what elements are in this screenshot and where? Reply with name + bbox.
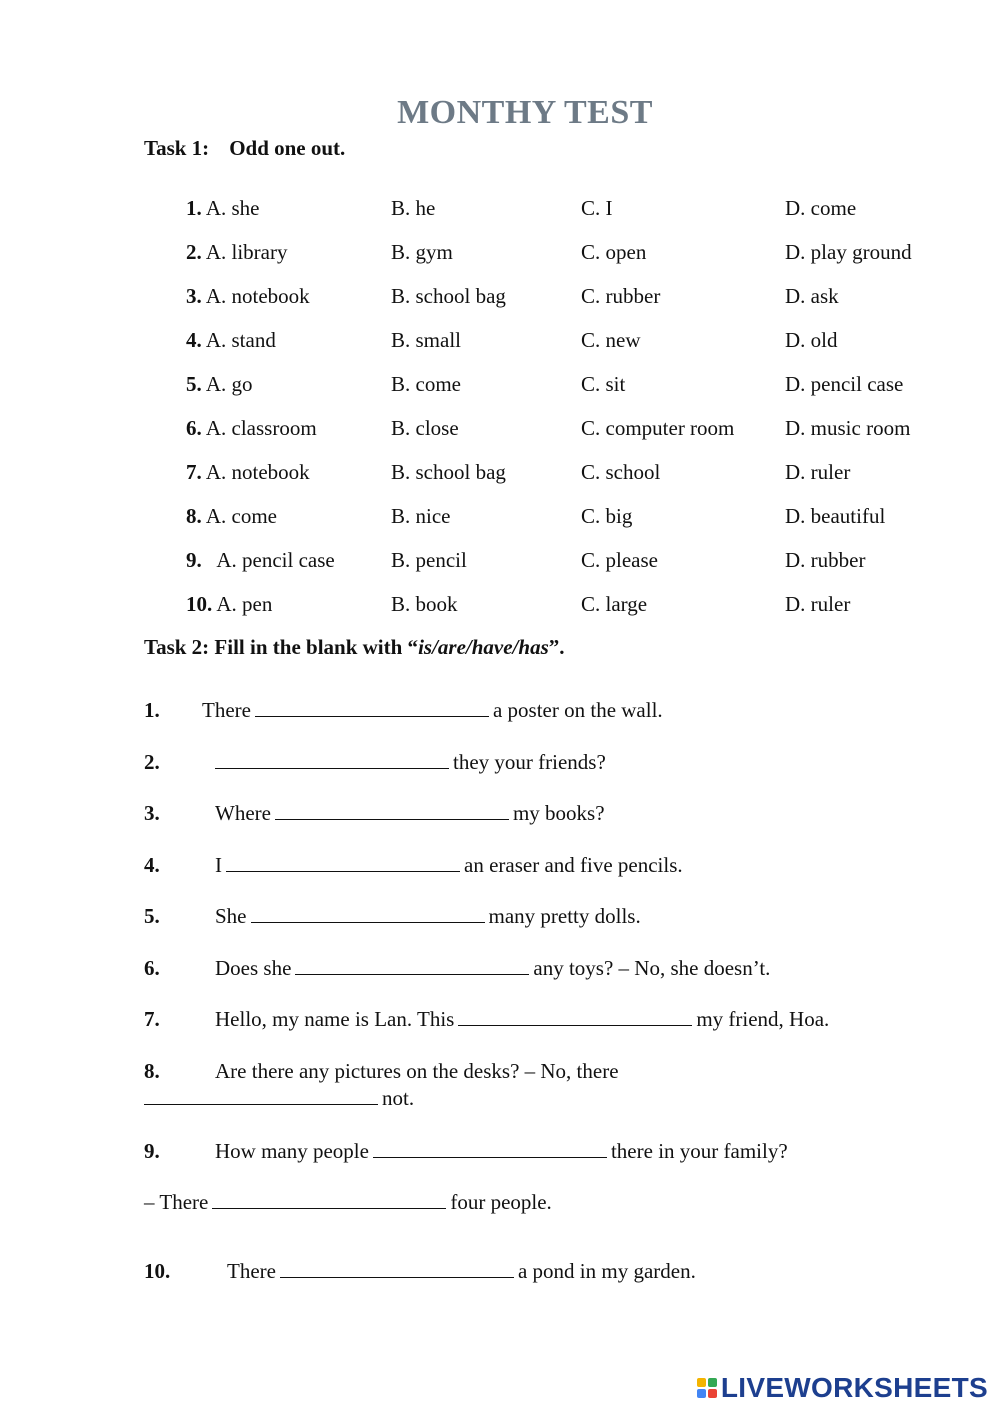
- task2-item: [0, 1259, 1000, 1289]
- task2-before: There: [202, 698, 251, 722]
- task1-option-b[interactable]: B. pencil: [391, 548, 467, 572]
- task1-option-d[interactable]: D. old: [785, 328, 838, 352]
- task1-item-number: 10.: [186, 592, 213, 616]
- task1-option-a[interactable]: [186, 548, 335, 573]
- task2-item-text: [215, 956, 770, 981]
- task2-item: [0, 904, 1000, 934]
- task1-option-d[interactable]: D. beautiful: [785, 504, 886, 528]
- task2-after: my books?: [512, 801, 605, 825]
- task2-item-text: [215, 1139, 788, 1164]
- task1-option-d[interactable]: D. ask: [785, 284, 839, 308]
- task2-after: there in your family?: [610, 1139, 788, 1163]
- task1-option-c[interactable]: C. large: [581, 592, 648, 616]
- task2-item-number: 9.: [144, 1139, 160, 1163]
- task1-item: [0, 328, 1000, 358]
- task2-item-number: 8.: [144, 1059, 160, 1083]
- logo-square: [708, 1389, 717, 1398]
- answer-blank[interactable]: [212, 1190, 446, 1209]
- task1-option-a[interactable]: [186, 196, 260, 221]
- task1-option-c[interactable]: C. rubber: [581, 284, 661, 308]
- task2-item-text: [227, 1259, 696, 1284]
- task2-item-text: Are there any pictures on the desks? – No, there: [215, 1059, 619, 1083]
- answer-blank[interactable]: [226, 853, 460, 872]
- task1-option-c[interactable]: C. big: [581, 504, 633, 528]
- task1-option-b[interactable]: B. book: [391, 592, 458, 616]
- task1-option-text: A. notebook: [205, 460, 310, 484]
- task2-heading-suffix: ”.: [548, 635, 565, 659]
- task1-option-text: A. come: [205, 504, 277, 528]
- task2-before: Does she: [215, 956, 292, 980]
- task2-item-number: 3.: [144, 801, 160, 825]
- task2-item-number: 4.: [144, 853, 160, 877]
- task1-option-c[interactable]: C. I: [581, 196, 613, 220]
- task2-item: [0, 698, 1000, 728]
- task2-item-answer-line: [0, 1190, 1000, 1220]
- task1-option-d[interactable]: D. rubber: [785, 548, 866, 572]
- task2-item: [0, 750, 1000, 780]
- task2-item-text: [215, 904, 641, 929]
- task1-item: [0, 416, 1000, 446]
- task2-item-text: [140, 1086, 414, 1111]
- task1-option-b[interactable]: B. come: [391, 372, 461, 396]
- task1-option-c[interactable]: C. new: [581, 328, 641, 352]
- task2-after: not.: [382, 1086, 415, 1110]
- task1-option-a[interactable]: [186, 592, 272, 617]
- task1-option-b[interactable]: B. nice: [391, 504, 451, 528]
- task1-option-b[interactable]: B. gym: [391, 240, 453, 264]
- task2-item-number: 5.: [144, 904, 160, 928]
- task2-item-text: [215, 801, 605, 826]
- task2-item-number: 7.: [144, 1007, 160, 1031]
- task2-item: [0, 956, 1000, 986]
- logo-square: [697, 1378, 706, 1387]
- task1-item: [0, 548, 1000, 578]
- task1-option-b[interactable]: B. school bag: [391, 284, 506, 308]
- task1-option-text: A. she: [205, 196, 260, 220]
- task1-option-b[interactable]: B. school bag: [391, 460, 506, 484]
- task1-option-d[interactable]: D. come: [785, 196, 857, 220]
- task2-item-text: [202, 698, 663, 723]
- task1-option-b[interactable]: B. he: [391, 196, 436, 220]
- task1-item-number: 7.: [186, 460, 202, 484]
- task1-item-number: 9.: [186, 548, 202, 572]
- task1-option-text: A. go: [205, 372, 253, 396]
- task2-before: – There: [144, 1190, 209, 1214]
- task2-after: four people.: [450, 1190, 552, 1214]
- task2-item: [0, 1139, 1000, 1169]
- task2-after: a poster on the wall.: [492, 698, 663, 722]
- task2-after: an eraser and five pencils.: [464, 853, 683, 877]
- logo-square: [708, 1378, 717, 1387]
- task1-label: Task 1:: [144, 136, 210, 160]
- task2-item: [0, 853, 1000, 883]
- answer-blank[interactable]: [144, 1086, 378, 1105]
- task1-option-d[interactable]: D. music room: [785, 416, 911, 440]
- task1-item: [0, 240, 1000, 270]
- task2-after: any toys? – No, she doesn’t.: [533, 956, 771, 980]
- task1-option-d[interactable]: D. pencil case: [785, 372, 904, 396]
- task2-item-text: [211, 750, 606, 775]
- task1-option-text: A. classroom: [205, 416, 317, 440]
- task2-item-text: [215, 853, 683, 878]
- task1-item-number: 4.: [186, 328, 202, 352]
- task2-before: I: [215, 853, 222, 877]
- task2-item-number: 6.: [144, 956, 160, 980]
- task1-option-a[interactable]: [186, 460, 310, 485]
- task2-item-number: 1.: [144, 698, 160, 722]
- task2-item-number: 10.: [144, 1259, 171, 1283]
- task1-heading: [144, 136, 345, 161]
- answer-blank[interactable]: [215, 750, 449, 769]
- task1-item-number: 1.: [186, 196, 202, 220]
- logo-square: [697, 1389, 706, 1398]
- task1-item-number: 6.: [186, 416, 202, 440]
- brand-name: LIVEWORKSHEETS: [720, 1372, 988, 1403]
- task1-item-number: 8.: [186, 504, 202, 528]
- task1-option-d[interactable]: D. ruler: [785, 592, 851, 616]
- task2-after: they your friends?: [453, 750, 606, 774]
- task2-after: a pond in my garden.: [517, 1259, 696, 1283]
- task2-before: How many people: [215, 1139, 369, 1163]
- task1-option-d[interactable]: D. play ground: [785, 240, 912, 264]
- task2-item: [0, 801, 1000, 831]
- task1-option-a[interactable]: [186, 416, 317, 441]
- task1-option-text: A. pencil case: [216, 548, 335, 572]
- task2-item-text: [144, 1190, 552, 1215]
- task2-before: Where: [215, 801, 271, 825]
- task1-option-a[interactable]: [186, 372, 253, 397]
- task1-option-text: A. stand: [205, 328, 276, 352]
- task1-option-b[interactable]: B. close: [391, 416, 459, 440]
- brand-logo-icon: [697, 1378, 717, 1398]
- task2-heading-words: is/are/have/has: [418, 635, 549, 659]
- task2-before: There: [227, 1259, 276, 1283]
- task2-before: She: [215, 904, 247, 928]
- task2-heading: [144, 635, 565, 660]
- liveworksheets-logo: [697, 1372, 988, 1404]
- task2-before: Hello, my name is Lan. This: [215, 1007, 455, 1031]
- task2-item-continuation: [0, 1086, 1000, 1116]
- answer-blank[interactable]: [373, 1139, 607, 1158]
- answer-blank[interactable]: [251, 904, 485, 923]
- answer-blank[interactable]: [275, 801, 509, 820]
- task1-item: [0, 196, 1000, 226]
- page-title: MONTHY TEST: [397, 94, 653, 131]
- task2-after: many pretty dolls.: [488, 904, 641, 928]
- task1-option-d[interactable]: D. ruler: [785, 460, 851, 484]
- task1-option-c[interactable]: C. sit: [581, 372, 626, 396]
- answer-blank[interactable]: [458, 1007, 692, 1026]
- task1-option-c[interactable]: C. please: [581, 548, 658, 572]
- task1-option-text: A. pen: [216, 592, 273, 616]
- task1-item: [0, 284, 1000, 314]
- task1-option-c[interactable]: C. open: [581, 240, 647, 264]
- task1-item: [0, 460, 1000, 490]
- task1-option-a[interactable]: [186, 328, 276, 353]
- task1-instruction: Odd one out.: [229, 136, 346, 160]
- task1-option-c[interactable]: C. school: [581, 460, 661, 484]
- task2-item-number: 2.: [144, 750, 160, 774]
- task1-option-c[interactable]: C. computer room: [581, 416, 735, 440]
- task1-item: [0, 372, 1000, 402]
- task1-option-a[interactable]: [186, 504, 277, 529]
- task1-item: [0, 592, 1000, 622]
- task1-item: [0, 504, 1000, 534]
- task2-after: my friend, Hoa.: [696, 1007, 830, 1031]
- task1-option-text: A. notebook: [205, 284, 310, 308]
- task2-item: [0, 1059, 1000, 1089]
- task1-option-b[interactable]: B. small: [391, 328, 462, 352]
- answer-blank[interactable]: [255, 698, 489, 717]
- task1-option-a[interactable]: [186, 284, 310, 309]
- task2-heading-prefix: Task 2: Fill in the blank with “: [144, 635, 419, 659]
- task1-option-text: A. library: [205, 240, 288, 264]
- task2-item-text: [215, 1007, 829, 1032]
- answer-blank[interactable]: [295, 956, 529, 975]
- task1-item-number: 3.: [186, 284, 202, 308]
- task1-option-a[interactable]: [186, 240, 288, 265]
- answer-blank[interactable]: [280, 1259, 514, 1278]
- task1-item-number: 2.: [186, 240, 202, 264]
- task2-item: [0, 1007, 1000, 1037]
- task1-item-number: 5.: [186, 372, 202, 396]
